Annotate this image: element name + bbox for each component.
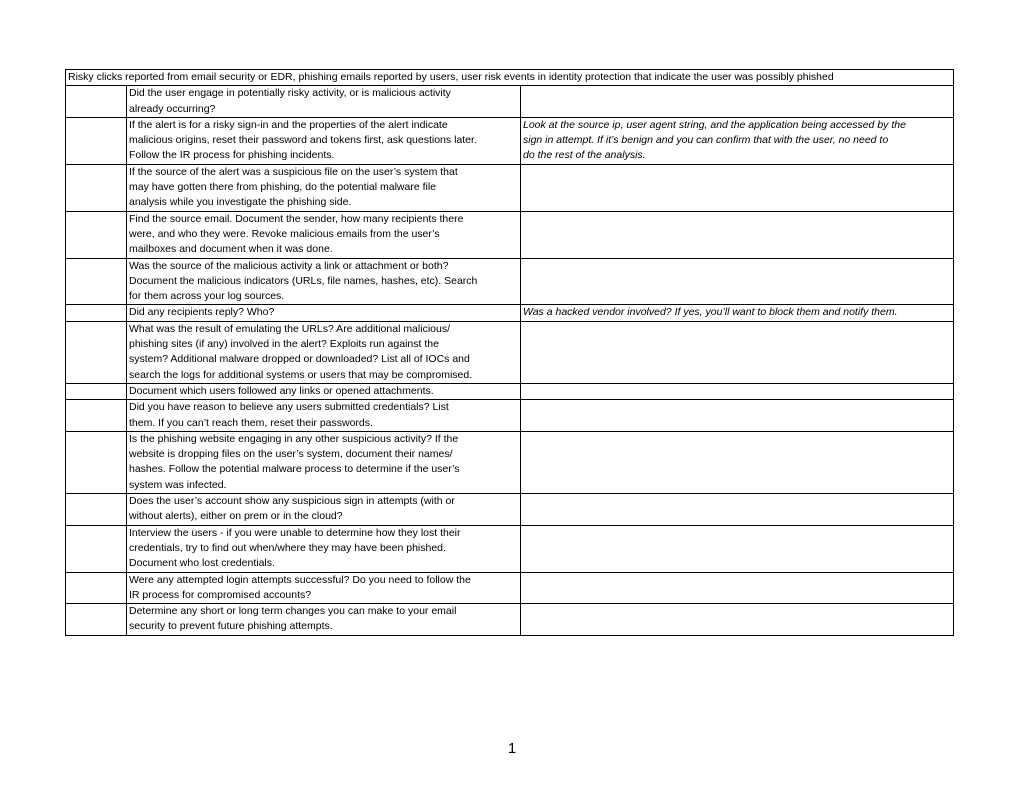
table-row (66, 258, 954, 305)
note-cell (521, 86, 954, 118)
row-blank-cell (66, 400, 127, 432)
table-body (66, 70, 954, 636)
row-blank-cell (66, 604, 127, 636)
table-row (66, 305, 954, 321)
table-row (66, 525, 954, 572)
step-cell: Document which users followed any links or opened attachments. (127, 383, 521, 399)
table-row (66, 431, 954, 493)
note-cell (521, 211, 954, 258)
step-cell: Determine any short or long term changes you can make to your email security to prevent future phishing attempts. (127, 604, 521, 636)
step-cell: Does the user’s account show any suspicious sign in attempts (with or without alerts), either on prem or in the cloud? (127, 494, 521, 526)
row-blank-cell (66, 86, 127, 118)
note-cell (521, 321, 954, 383)
step-cell: Did you have reason to believe any users submitted credentials? List them. If you can’t reach them, reset their passwords. (127, 400, 521, 432)
note-cell (521, 383, 954, 399)
step-cell: If the source of the alert was a suspicious file on the user’s system that may have gotten there from phishing, do the potential malware file analysis while you investigate the phishing side. (127, 164, 521, 211)
row-blank-cell (66, 164, 127, 211)
note-cell: Look at the source ip, user agent string, and the application being accessed by the sign in attempt. If it’s benign and you can confirm that with the user, no need to do the rest of the analysis. (521, 117, 954, 164)
row-blank-cell (66, 525, 127, 572)
note-cell (521, 400, 954, 432)
step-cell: Was the source of the malicious activity a link or attachment or both? Document the malicious indicators (URLs, file names, hashes, etc). Search for them across your log sources. (127, 258, 521, 305)
row-blank-cell (66, 321, 127, 383)
table-row (66, 86, 954, 118)
row-blank-cell (66, 494, 127, 526)
row-blank-cell (66, 117, 127, 164)
note-cell (521, 604, 954, 636)
table-row (66, 400, 954, 432)
step-cell: If the alert is for a risky sign-in and the properties of the alert indicate malicious origins, reset their password and tokens first, ask questions later. Follow the IR process for phishing incidents. (127, 117, 521, 164)
table-row (66, 604, 954, 636)
note-cell (521, 258, 954, 305)
row-blank-cell (66, 383, 127, 399)
table-row (66, 494, 954, 526)
step-cell: Interview the users - if you were unable to determine how they lost their credentials, try to find out when/where they may have been phished. Document who lost credentials. (127, 525, 521, 572)
note-cell: Was a hacked vendor involved? If yes, you’ll want to block them and notify them. (521, 305, 954, 321)
step-cell: Were any attempted login attempts successful? Do you need to follow the IR process for compromised accounts? (127, 572, 521, 604)
table-row (66, 572, 954, 604)
note-cell (521, 572, 954, 604)
table-row (66, 383, 954, 399)
step-cell: What was the result of emulating the URLs? Are additional malicious/ phishing sites (if any) involved in the alert? Exploits run against the system? Additional malware dropped or downloaded? List all of IOCs and search the logs for additional systems or users that may be compromised. (127, 321, 521, 383)
table-row (66, 164, 954, 211)
note-cell (521, 431, 954, 493)
step-cell: Find the source email. Document the sender, how many recipients there were, and who they were. Revoke malicious emails from the user’s mailboxes and document when it was done. (127, 211, 521, 258)
step-cell: Did any recipients reply? Who? (127, 305, 521, 321)
step-cell: Did the user engage in potentially risky activity, or is malicious activity already occurring? (127, 86, 521, 118)
row-blank-cell (66, 431, 127, 493)
table-row (66, 321, 954, 383)
note-cell (521, 494, 954, 526)
table-row (66, 211, 954, 258)
row-blank-cell (66, 572, 127, 604)
header-cell: Risky clicks reported from email security or EDR, phishing emails reported by users, user risk events in identity protection that indicate the user was possibly phished (66, 70, 954, 86)
row-blank-cell (66, 258, 127, 305)
table-row (66, 117, 954, 164)
note-cell (521, 525, 954, 572)
row-blank-cell (66, 305, 127, 321)
note-cell (521, 164, 954, 211)
phishing-playbook-table (65, 69, 954, 636)
row-blank-cell (66, 211, 127, 258)
step-cell: Is the phishing website engaging in any other suspicious activity? If the website is dropping files on the user’s system, document their names/ hashes. Follow the potential malware process to determine if the user’s system was infected. (127, 431, 521, 493)
header-row (66, 70, 954, 86)
page-number: 1 (507, 740, 517, 757)
